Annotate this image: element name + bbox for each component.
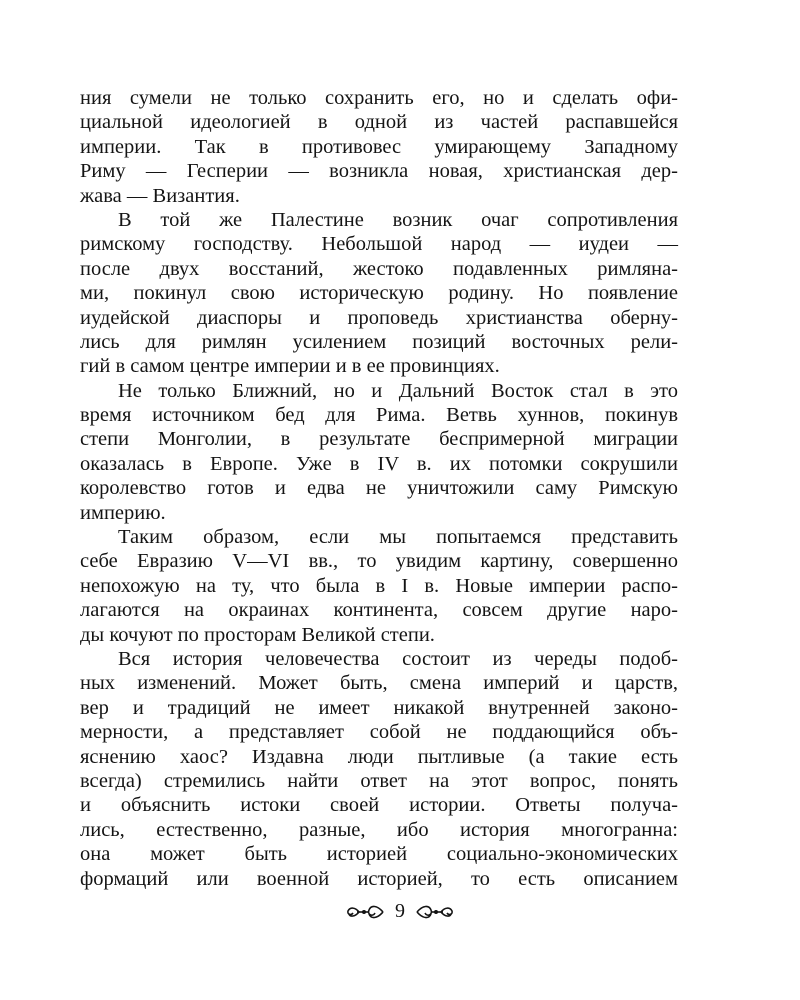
text-line: империи. Так в противовес умирающему Западному <box>80 135 678 158</box>
page-number: 9 <box>395 900 405 922</box>
text-line: Не только Ближний, но и Дальний Восток стал в это <box>118 379 678 402</box>
text-line: всегда) стремились найти ответ на этот вопрос, понять <box>80 769 678 792</box>
text-line: Таким образом, если мы попытаемся представить <box>118 526 678 549</box>
text-line: Риму — Гесперии — возникла новая, христианская дер- <box>80 160 678 183</box>
text-line: В той же Палестине возник очаг сопротивления <box>118 208 678 231</box>
text-line: Вся история человечества состоит из череды подоб- <box>118 647 678 670</box>
text-line: лагаются на окраинах континента, совсем другие наро- <box>80 599 678 622</box>
text-line: ных изменений. Может быть, смена империй и царств, <box>80 672 678 695</box>
fleuron-left-icon <box>345 902 385 922</box>
text-line: ды кочуют по просторам Великой степи. <box>80 623 435 646</box>
text-line: после двух восстаний, жестоко подавленных римляна- <box>80 257 678 280</box>
text-line: ми, покинул свою историческую родину. Но появление <box>80 282 678 305</box>
text-line: лись, естественно, разные, ибо история многогранна: <box>80 818 678 841</box>
text-line: ния сумели не только сохранить его, но и сделать офи- <box>80 87 678 109</box>
text-line: себе Евразию V—VI вв., то увидим картину, совершенно <box>80 550 678 573</box>
text-line: вер и традиций не имеет никакой внутренней законо- <box>80 696 678 719</box>
text-line: империю. <box>80 501 166 524</box>
text-line: степи Монголии, в результате беспримерной миграции <box>80 428 678 451</box>
text-line: она может быть историей социально-экономических <box>80 843 678 866</box>
fleuron-right-icon <box>415 902 455 922</box>
text-line: формаций или военной историей, то есть описанием <box>80 867 678 890</box>
text-line: оказалась в Европе. Уже в IV в. их потомки сокрушили <box>80 452 678 475</box>
text-line: яснению хаос? Издавна люди пытливые (а такие есть <box>80 745 678 768</box>
text-line: королевство готов и едва не уничтожили саму Римскую <box>80 477 678 500</box>
text-line: непохожую на ту, что была в I в. Новые империи распо- <box>80 574 678 597</box>
text-line: иудейской диаспоры и проповедь христианства оберну- <box>80 306 678 329</box>
page-text <box>80 86 678 891</box>
text-line: время источником бед для Рима. Ветвь хуннов, покинув <box>80 404 678 427</box>
text-line: гий в самом центре империи и в ее провинциях. <box>80 355 500 378</box>
page-footer <box>0 900 800 923</box>
text-line: мерности, а представляет собой не поддающийся объ- <box>80 721 678 744</box>
text-line: и объяснить истоки своей истории. Ответы получа- <box>80 794 678 817</box>
text-line: римскому господству. Небольшой народ — иудеи — <box>80 233 678 256</box>
text-line: циальной идеологией в одной из частей распавшейся <box>80 111 678 134</box>
text-line: лись для римлян усилением позиций восточных рели- <box>80 330 678 353</box>
text-line: жава — Византия. <box>80 184 240 207</box>
